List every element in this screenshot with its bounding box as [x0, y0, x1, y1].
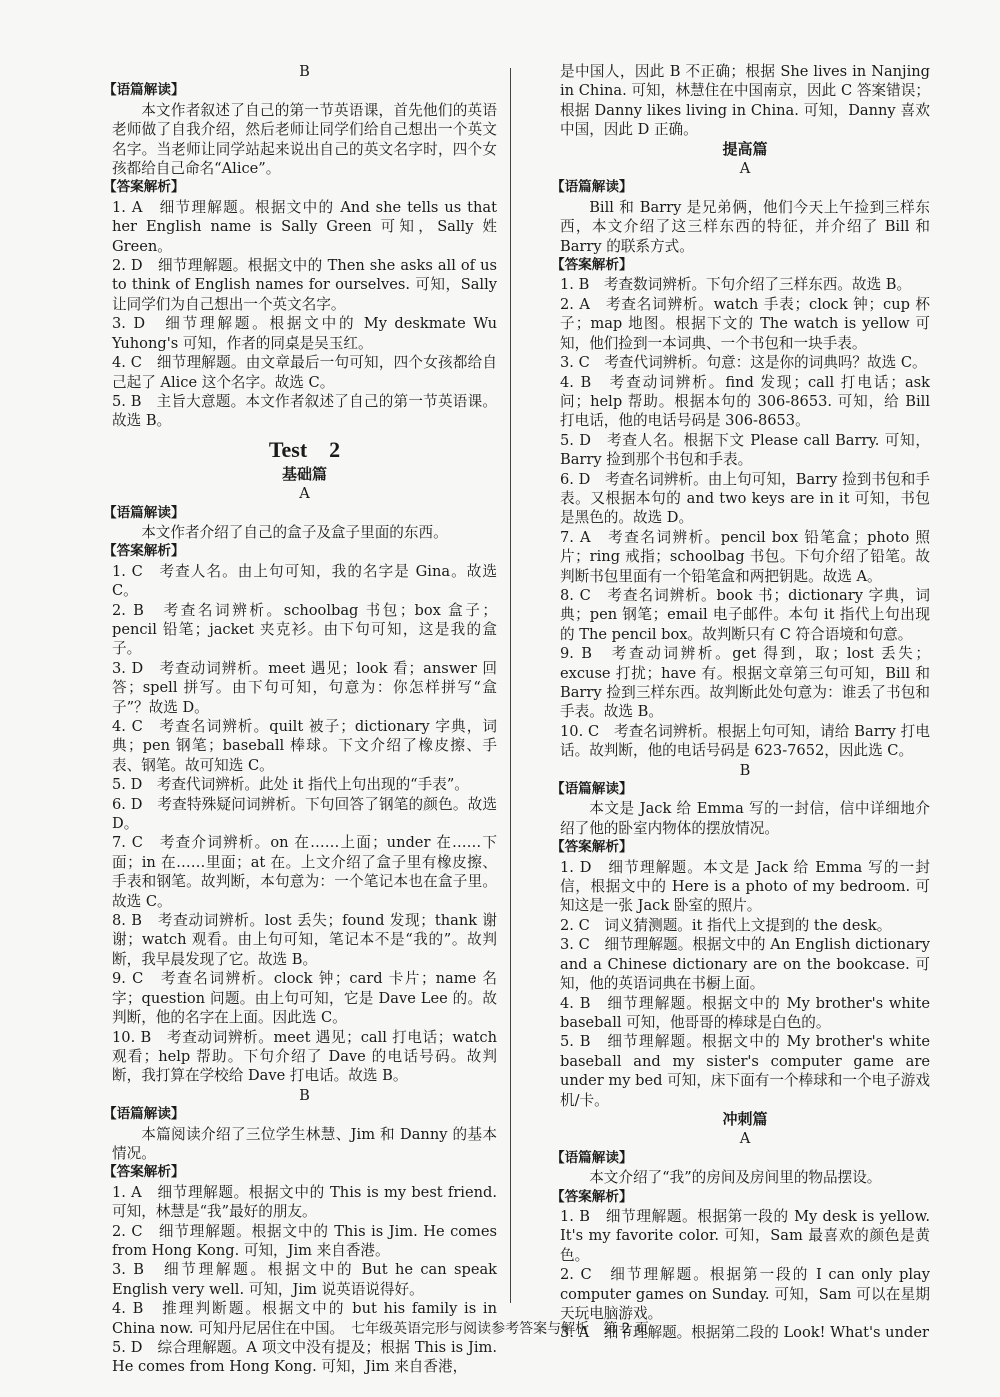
answer-item: 7. A 考查名词辨析。pencil box 铅笔盒；photo 照片；ring 戒指；schoolbag 书包。下句介绍了铅笔。故判断书包里面有一个铅笔盒和两把钥匙。故选 A。 [560, 528, 930, 585]
answer-item: 1. A 细节理解题。根据文中的 And she tells us that her English name is Sally Green 可知，Sally 姓 Green。 [112, 198, 497, 255]
answer-item: 5. B 主旨大意题。本文作者叙述了自己的第一节英语课。故选 B。 [112, 392, 497, 430]
answer-item: 5. D 考查人名。根据下文 Please call Barry. 可知，Barry 捡到那个书包和手表。 [560, 431, 930, 469]
section-letter: B [739, 761, 751, 779]
answer-item: 2. C 细节理解题。根据文中的 This is Jim. He comes from Hong Kong. 可知，Jim 来自香港。 [112, 1222, 497, 1259]
answer-item: 8. B 考查动词辨析。lost 丢失；found 发现；thank 谢谢；watch 观看。由上句可知，笔记本不是“我的”。故判断，我早晨发现了它。故选 B。 [112, 912, 497, 968]
answer-list [112, 562, 497, 1086]
answer-item: 4. B 推理判断题。根据文中的 but his family is in China now. 可知丹尼居住在中国。 [112, 1300, 497, 1337]
answer-item: 4. B 考查动词辨析。find 发现；call 打电话；ask 问；help 帮助。根据本句的 306-8653. 可知，给 Bill 打电话，他的电话号码是 306-8653。 [560, 373, 930, 430]
section-heading: 【语篇解读】 [103, 1106, 185, 1123]
answer-item: 1. B 考查数词辨析。下句介绍了三样东西。故选 B。 [560, 276, 912, 294]
section-heading: 【语篇解读】 [103, 82, 185, 99]
answer-item: 10. C 考查名词辨析。根据上句可知，请给 Barry 打电话。故判断，他的电话号码是 623-7652，因此选 C。 [560, 722, 930, 760]
section-heading: 【语篇解读】 [551, 1149, 633, 1166]
answer-item: 2. B 考查名词辨析。schoolbag 书包；box 盒子；pencil 铅笔；jacket 夹克衫。由下句可知，这是我的盒子。 [112, 601, 497, 658]
answer-item: 1. A 细节理解题。根据文中的 This is my best friend. 可知，林慧是“我”最好的朋友。 [112, 1183, 497, 1221]
section-heading: 【答案解析】 [103, 543, 185, 560]
answer-item: 6. D 考查名词辨析。由上句可知，Barry 捡到书包和手表。又根据本句的 and two keys are in it 可知，书包是黑色的。故选 D。 [560, 470, 930, 527]
section-heading: 【语篇解读】 [551, 179, 633, 196]
right-column [551, 62, 930, 1343]
answer-item: 4. C 细节理解题。由文章最后一句可知，四个女孩都给自己起了 Alice 这个名字。故选 C。 [112, 354, 497, 391]
page-footer: 七年级英语完形与阅读参考答案与解析 第 2 页 [351, 1321, 649, 1337]
level-title: 提高篇 [722, 139, 768, 158]
section-letter: B [299, 63, 310, 80]
answer-item: 5. D 综合理解题。A 项文中没有提及；根据 This is Jim. He comes from Hong Kong. 可知，Jim 来自香港， [112, 1339, 497, 1376]
section-heading: 【答案解析】 [551, 839, 633, 856]
section-heading: 【语篇解读】 [551, 781, 633, 798]
column-divider [510, 68, 511, 1303]
answer-item: 2. C 细节理解题。根据第一段的 I can only play computer games on Sunday. 可知，Sam 可以在星期天玩电脑游戏。 [560, 1266, 930, 1322]
answer-item: 1. B 细节理解题。根据第一段的 My desk is yellow. It's my favorite color. 可知，Sam 最喜欢的颜色是黄色。 [560, 1207, 930, 1264]
answer-item: 8. C 考查名词辨析。book 书；dictionary 字典，词典；pen 钢笔；email 电子邮件。本句 it 指代上句出现的 The pencil box。故判断只有 C 符合语境和句意。 [560, 586, 930, 643]
answer-item: 2. D 细节理解题。根据文中的 Then she asks all of us to think of English names for ourselves. 可知，Sally 让同学们为自己想出一个英文名字。 [112, 257, 497, 313]
answer-item: 4. B 细节理解题。根据文中的 My brother's white baseball 可知，他哥哥的棒球是白色的。 [560, 994, 930, 1031]
passage-summary: 本篇阅读介绍了三位学生林慧、Jim 和 Danny 的基本情况。 [112, 1125, 497, 1162]
answer-item: 3. B 细节理解题。根据文中的 But he can speak English very well. 可知，Jim 说英语说得好。 [112, 1261, 497, 1298]
answer-item: 2. A 考查名词辨析。watch 手表；clock 钟；cup 杯子；map 地图。根据下文的 The watch is yellow 可知，他们捡到一本词典、一个书包和一块手表。 [560, 295, 930, 352]
section-letter: A [299, 485, 310, 503]
section-letter: A [739, 160, 751, 178]
section-heading: 【语篇解读】 [103, 504, 185, 521]
passage-summary: 本文是 Jack 给 Emma 写的一封信，信中详细地介绍了他的卧室内物体的摆放情况。 [560, 800, 930, 837]
answer-item: 3. C 细节理解题。根据文中的 An English dictionary and a Chinese dictionary are on the bookcase. 可知，他的英语词典在书橱上面。 [560, 936, 930, 993]
answer-list [112, 1183, 497, 1377]
answer-item: 2. C 词义猜测题。it 指代上文提到的 the desk。 [560, 916, 892, 934]
passage-summary: 本文作者介绍了自己的盒子及盒子里面的东西。 [141, 523, 448, 541]
continued-text: 是中国人，因此 B 不正确；根据 She lives in Nanjing in China. 可知，林慧住在中国南京，因此 C 答案错误；根据 Danny likes living in China. 可知，Danny 喜欢中国，因此 D 正确。 [560, 63, 930, 139]
answer-item: 3. A 细节理解题。根据第二段的 Look! What's under [560, 1324, 929, 1342]
answer-item: 9. C 考查名词辨析。clock 钟；card 卡片；name 名字；question 问题。由上句可知，它是 Dave Lee 的。故判断，他的名字在上面。因此选 C。 [112, 970, 497, 1027]
section-heading: 【答案解析】 [551, 257, 633, 274]
section-heading: 【答案解析】 [551, 1188, 633, 1205]
level-title: 冲刺篇 [722, 1109, 768, 1128]
answer-item: 1. C 考查人名。由上句可知，我的名字是 Gina。故选 C。 [112, 562, 497, 600]
section-letter: A [739, 1130, 751, 1148]
answer-item: 9. B 考查动词辨析。get 得到，取；lost 丢失；excuse 打扰；have 有。根据文章第三句可知，Bill 和 Barry 捡到三样东西。故判断此处句意为：谁丢了书包和手表。故选 B。 [560, 645, 930, 721]
answer-item: 3. C 考查代词辨析。句意：这是你的词典吗？故选 C。 [560, 354, 927, 372]
passage-summary: 本文介绍了“我”的房间及房间里的物品摆设。 [589, 1169, 882, 1187]
answer-item: 5. B 细节理解题。根据文中的 My brother's white baseball and my sister's computer game are under my bed 可知，床下面有一个棒球和一个电子游戏机/卡。 [560, 1033, 930, 1109]
answer-item: 3. D 考查动词辨析。meet 遇见；look 看；answer 回答；spell 拼写。由下句可知，句意为：你怎样拼写“盒子”？故选 D。 [112, 659, 497, 716]
section-heading: 【答案解析】 [103, 179, 185, 196]
left-column [103, 62, 497, 1377]
answer-list [560, 858, 930, 1110]
answer-list [112, 198, 497, 431]
answer-item: 3. D 细节理解题。根据文中的 My deskmate Wu Yuhong's 可知，作者的同桌是吴玉红。 [112, 315, 497, 352]
section-heading: 【答案解析】 [103, 1164, 185, 1181]
answer-item: 6. D 考查特殊疑问词辨析。下句回答了钢笔的颜色。故选 D。 [112, 795, 497, 833]
test-title: Test 2 [268, 436, 341, 462]
passage-summary: Bill 和 Barry 是兄弟俩，他们今天上午捡到三样东西，本文介绍了这三样东西的特征，并介绍了 Bill 和 Barry 的联系方式。 [560, 198, 930, 255]
section-letter: B [299, 1086, 310, 1104]
level-title: 基础篇 [281, 464, 327, 483]
passage-summary: 本文作者叙述了自己的第一节英语课，首先他们的英语老师做了自我介绍，然后老师让同学们给自己想出一个英文名字。当老师让同学站起来说出自己的英文名字时，四个女孩都给自己命名“Alice”。 [112, 101, 497, 178]
answer-list [560, 275, 930, 760]
answer-item: 4. C 考查名词辨析。quilt 被子；dictionary 字典，词典；pen 钢笔；baseball 棒球。下文介绍了橡皮擦、手表、钢笔。故可知选 C。 [112, 718, 497, 774]
answer-item: 10. B 考查动词辨析。meet 遇见；call 打电话；watch 观看；help 帮助。下句介绍了 Dave 的电话号码。故判断，我打算在学校给 Dave 打电话。故选 B。 [112, 1028, 497, 1085]
answer-item: 5. D 考查代词辨析。此处 it 指代上句出现的“手表”。 [112, 776, 469, 794]
answer-item: 1. D 细节理解题。本文是 Jack 给 Emma 写的一封信，根据文中的 Here is a photo of my bedroom. 可知这是一张 Jack 卧室的照片。 [560, 858, 930, 915]
answer-item: 7. C 考查介词辨析。on 在……上面；under 在……下面；in 在……里面；at 在。上文介绍了盒子里有橡皮擦、手表和钢笔。故判断，本句意为：一个笔记本也在盒子里。故选 C。 [112, 834, 497, 910]
